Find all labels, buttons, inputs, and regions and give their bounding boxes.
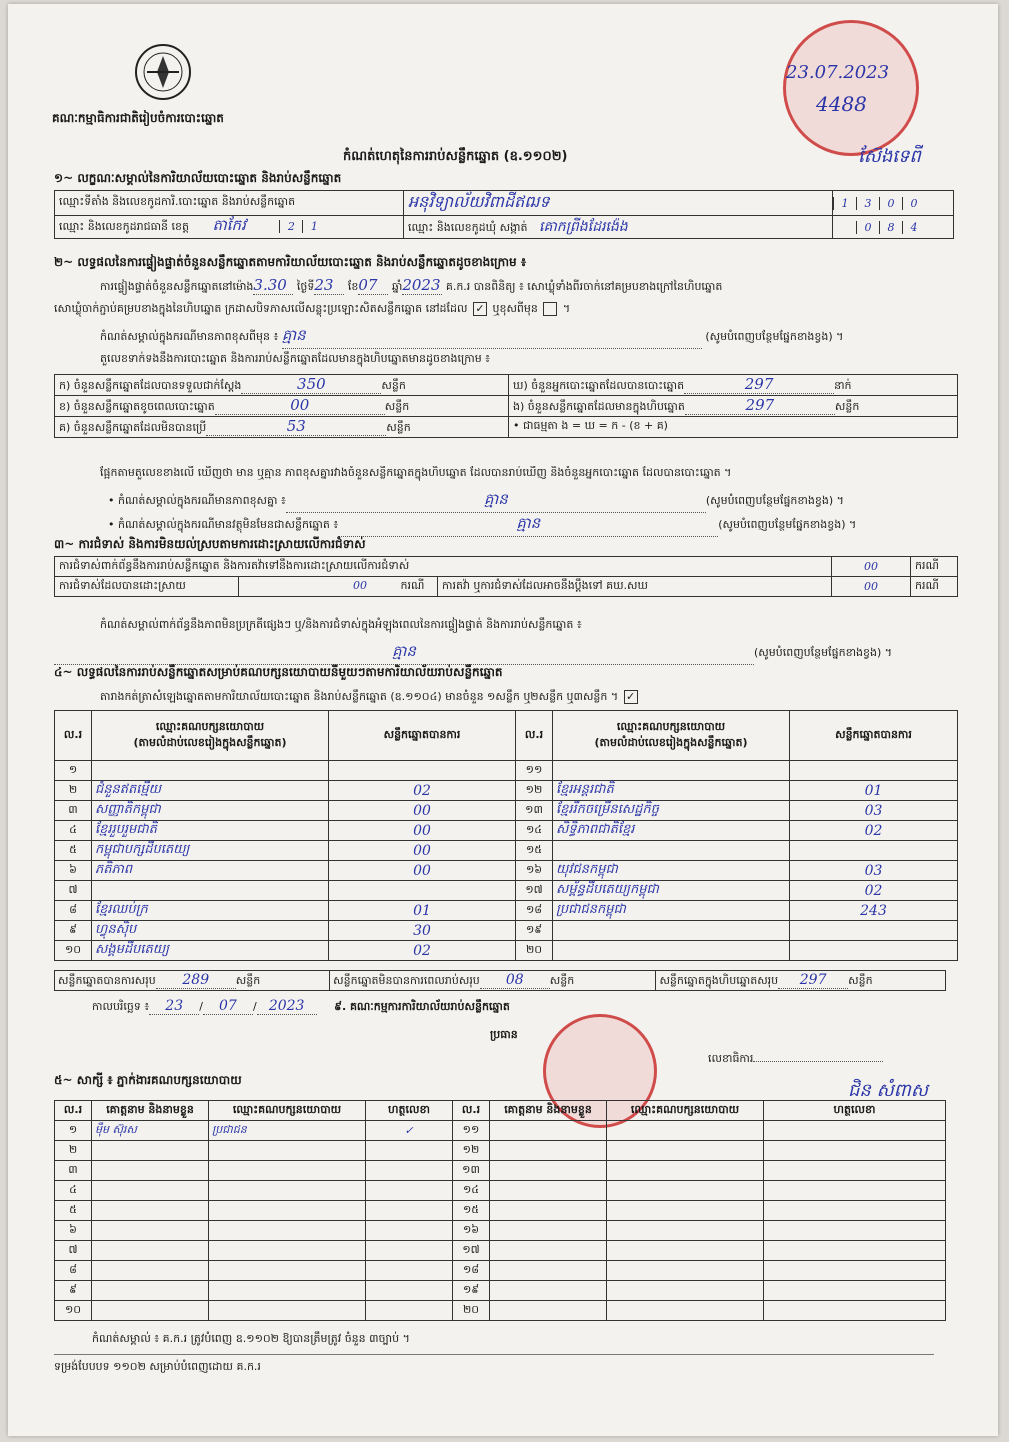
stamp-number: 4488 <box>816 92 867 116</box>
form-note: កំណត់សម្គាល់ ៖ គ.ក.រ ត្រូវបំពេញ ឧ.១១០២ ឱ្យបានត្រឹមត្រូវ ចំនួន ៣ច្បាប់ ។ <box>92 1332 410 1345</box>
witness-cell <box>764 1141 946 1161</box>
witness-cell <box>607 1221 764 1241</box>
verify-line-2: សោឃ្លុំចាក់ភ្ជាប់គម្របខាងក្នុងនៃហិបឆ្នោត ក្រដាសបិទភាសលើសន្លុះប្រឡោះសិតសន្លឹកឆ្នោត នៅដដែល ✓ ឬខុសពីមុន ។ <box>54 302 571 315</box>
party-cell: 03 <box>790 801 958 821</box>
party-cell: ៥ <box>55 841 92 861</box>
party-cell: ១ <box>55 761 92 781</box>
party-cell: ១៨ <box>516 901 553 921</box>
witness-cell <box>764 1261 946 1281</box>
witness-cell: ១១ <box>453 1121 490 1141</box>
witness-cell <box>366 1281 453 1301</box>
form-title: កំណត់ហេតុនៃការរាប់សន្លឹកឆ្នោត (ឧ.១១០២) <box>343 149 568 164</box>
party-row <box>55 881 958 901</box>
witness-cell <box>607 1301 764 1321</box>
witness-cell <box>92 1281 209 1301</box>
ballot-numbers-table: ក) ចំនួនសន្លឹកឆ្នោតដែលបានទទួលជាក់ស្តែង 350 សន្លឹក ឃ) ចំនួនអ្នកបោះឆ្នោតដែលបានបោះឆ្នោត 297 នាក់ ខ) ចំនួនសន្លឹកឆ្នោតខូចពេលបោះឆ្នោត 00 សន្លឹក ង) ចំនួនសន្លឹកឆ្នោតដែលមានក្នុងហិបឆ្នោត 297 សន្លឹក គ) ចំនួនសន្លឹកឆ្នោតដែលមិនបានប្រើ 53 សន្លឹក • ជាធម្មតា ង = ឃ = ក - (ខ + គ) <box>54 374 958 438</box>
party-cell: ៦ <box>55 861 92 881</box>
section1-heading: ១~ លក្ខណៈសម្គាល់នៃការិយាល័យបោះឆ្នោត និងរាប់សន្លឹកឆ្នោត <box>54 171 342 185</box>
witness-cell <box>607 1121 764 1141</box>
official-stamp-top <box>783 20 919 156</box>
witness-cell <box>607 1281 764 1301</box>
in-box-label: ង) ចំនួនសន្លឹកឆ្នោតដែលមានក្នុងហិបឆ្នោត <box>513 400 685 413</box>
witness-cell <box>490 1261 607 1281</box>
witness-row <box>55 1141 946 1161</box>
object-note: • កំណត់សម្គាល់ក្នុងករណីមានវត្ថុមិនមែនជាសន្លឹកឆ្នោត ៖ គ្មាន (សូមបំពេញបន្ថែមផ្នែកខាងខ្វង) ។ <box>108 514 856 537</box>
party-cell: 02 <box>790 881 958 901</box>
witness-cell: ✓ <box>366 1121 453 1141</box>
witness-cell <box>366 1141 453 1161</box>
witness-cell <box>209 1141 366 1161</box>
party-row <box>55 941 958 961</box>
party-cell: 00 <box>329 801 516 821</box>
party-cell: 00 <box>329 841 516 861</box>
total-box-value: 297 <box>778 972 848 989</box>
witness-cell: ៦ <box>55 1221 92 1241</box>
witness-cell <box>490 1201 607 1221</box>
party-results-table: ល.រ ឈ្មោះគណបក្សនយោបាយ (តាមលំដាប់លេខរៀងក្នុងសន្លឹកឆ្នោត) សន្លឹកឆ្នោតបានការ ល.រ ឈ្មោះគណបក្សនយោបាយ (តាមលំដាប់លេខរៀងក្នុងសន្លឹកឆ្នោត) សន្លឹកឆ្នោតបានការ ១ ១១ ២ ជំនួនឥតម្មើយ 02 ១២ ខ្មែរអន្តរជាតិ 01 ៣ សញ្ញាតិកម្ពុជា 00 ១៣ ខ្មែររីកចម្រើនសេដ្ឋកិច្ច 03 ៤ ខ្មែររួបរួមជាតិ 00 ១៤ សិទ្ធិភាពជាតិខ្មែរ 02 ៥ កម្ពុជាបក្សដីបតេយ្យ 00 ១៥ ៦ ភតិភាព 00 ១៦ យុវជនកម្ពុជា 03 ៧ ១៧ សម្ព័ន្ធដីបតេយ្យកម្ពុជា 02 ៨ ខ្មែរឈប់ក្រ 01 ១៨ ប្រជាជនកម្ពុជា 243 ៩ ហ្វុនស៊ិប 30 ១៩ ១០ សង្គមដីបតេយ្យ 02 ២០ <box>54 710 958 961</box>
province-code-0: 2 <box>279 220 302 233</box>
appeal-label: ការតវ៉ា ឬការជំទាស់ដែលអាចនឹងប្តឹងទៅ គឃ.សឃ <box>438 577 832 597</box>
stamp-date: 23.07.2023 <box>786 62 890 83</box>
section3-heading: ៣~ ការជំទាស់ និងការមិនយល់ស្របតាមការដោះស្រាយលើការជំទាស់ <box>54 537 366 551</box>
witness-cell <box>490 1121 607 1141</box>
witness-row <box>55 1181 946 1201</box>
party-cell: កម្ពុជាបក្សដីបតេយ្យ <box>92 841 329 861</box>
witness-cell <box>209 1301 366 1321</box>
witness-cell <box>764 1181 946 1201</box>
party-cell: ជំនួនឥតម្មើយ <box>92 781 329 801</box>
witness-cell: ១៩ <box>453 1281 490 1301</box>
witness-cell: ១៨ <box>453 1261 490 1281</box>
resolved-label: ការជំទាស់ដែលបានដោះស្រាយ <box>55 577 239 597</box>
polling-station-code: 1 3 0 0 <box>833 191 954 216</box>
witness-cell <box>366 1201 453 1221</box>
same-checkbox[interactable]: ✓ <box>473 302 487 316</box>
witness-row <box>55 1281 946 1301</box>
witness-cell <box>607 1241 764 1261</box>
witness-cell <box>366 1161 453 1181</box>
verify-line-1: ការផ្ទៀងផ្ទាត់ចំនួនសន្លឹកឆ្នោតនៅម៉ោង3.30 ថ្ងៃទី23 ខែ07 ឆ្នាំ2023 គ.ក.រ បានពិនិត្យ ៖ សោឃ្លុំទាំងពីរចាក់នៅគម្របខាងក្រៅនៃហិបឆ្នោត <box>100 276 723 294</box>
party-cell: ខ្មែររួបរួមជាតិ <box>92 821 329 841</box>
objection-table: ការជំទាស់ពាក់ព័ន្ធនឹងការរាប់សន្លឹកឆ្នោត និងការតវ៉ាទៅនឹងការដោះស្រាយលើការជំទាស់ 00 ករណី ការជំទាស់ដែលបានដោះស្រាយ 00 ករណី ការតវ៉ា ឬការជំទាស់ដែលអាចនឹងប្តឹងទៅ គឃ.សឃ 00 ករណី <box>54 556 958 597</box>
change-note: កំណត់សម្គាល់ក្នុងករណីមានភាពខុសពីមុន ៖ គ្មាន (សូមបំពេញបន្ថែមផ្នែកខាងខ្វង) ។ <box>100 326 960 349</box>
polling-station-value: អនុវិទ្យាល័យវិពាដីឥឍទ <box>404 191 833 216</box>
party-cell: ភតិភាព <box>92 861 329 881</box>
org-name: គណៈកម្មាធិការជាតិរៀបចំការបោះឆ្នោត <box>52 111 224 125</box>
witness-cell <box>209 1201 366 1221</box>
secretary-name: ជិន សំពាស <box>848 1080 928 1101</box>
party-cell: ១០ <box>55 941 92 961</box>
spoiled-value: 00 <box>215 396 385 415</box>
total-invalid-value: 08 <box>480 972 550 989</box>
witness-cell <box>607 1161 764 1181</box>
section5-heading: ៥~ សាក្សី ៖ ភ្នាក់ងារគណបក្សនយោបាយ <box>54 1073 242 1087</box>
section4-intro: តារាងកត់ត្រាសំឡេងឆ្នោតតាមការិយាល័យបោះឆ្នោត និងរាប់សន្លឹកឆ្នោត (ឧ.១១០៤) មានចំនួន ១សន្លឹក ឬ២សន្លឹក ឬ៣សន្លឹក ។ ✓ <box>100 690 640 706</box>
party-row <box>55 761 958 781</box>
party-cell: 02 <box>329 781 516 801</box>
irregularity-note-label: កំណត់សម្គាល់ពាក់ព័ន្ធនឹងភាពមិនប្រក្រតីផ្សេងៗ ឬ/និងការជំទាស់ក្នុងអំឡុងពេលនៃការផ្ទៀងផ្ទាត់ និងការរាប់សន្លឹកឆ្នោត ៖ <box>100 618 582 631</box>
witness-cell <box>92 1261 209 1281</box>
party-cell: ១៧ <box>516 881 553 901</box>
form-sheet <box>8 4 998 1436</box>
party-cell: ៩ <box>55 921 92 941</box>
party-row <box>55 781 958 801</box>
party-row <box>55 821 958 841</box>
witness-cell: ម៉ឹម ស៊ុរស <box>92 1121 209 1141</box>
party-cell: 00 <box>329 821 516 841</box>
party-cell: 02 <box>329 941 516 961</box>
witness-cell: ១៦ <box>453 1221 490 1241</box>
objection-value: 00 <box>832 557 911 577</box>
emblem-icon <box>133 42 193 102</box>
party-cell: ៧ <box>55 881 92 901</box>
party-cell: សិទ្ធិភាពជាតិខ្មែរ <box>553 821 790 841</box>
witness-cell <box>490 1181 607 1201</box>
witness-row <box>55 1121 946 1141</box>
party-cell: 00 <box>329 861 516 881</box>
witness-cell <box>92 1181 209 1201</box>
party-cell: ៣ <box>55 801 92 821</box>
witness-cell: ១៤ <box>453 1181 490 1201</box>
party-row <box>55 921 958 941</box>
witness-cell: ២០ <box>453 1301 490 1321</box>
witness-cell: ២ <box>55 1141 92 1161</box>
resolved-value: 00 <box>353 578 367 592</box>
party-cell <box>92 881 329 901</box>
witness-row <box>55 1261 946 1281</box>
commune-label: ឈ្មោះ និងលេខកូដឃុំ សង្កាត់ <box>408 220 528 234</box>
witness-cell: ៩ <box>55 1281 92 1301</box>
witness-cell: ៨ <box>55 1261 92 1281</box>
party-cell <box>329 881 516 901</box>
party-cell: ខ្មែរឈប់ក្រ <box>92 901 329 921</box>
unused-label: គ) ចំនួនសន្លឹកឆ្នោតដែលមិនបានប្រើ <box>59 421 207 434</box>
witness-cell <box>607 1201 764 1221</box>
difference-line: ផ្អែកតាមតួលេខខាងលើ ឃើញថា មាន ឬគ្មាន ភាពខុសគ្នារវាងចំនួនសន្លឹកឆ្នោតក្នុងហិបឆ្នោត ដែលបានរាប់ឃើញ និងចំនួនអ្នកបោះឆ្នោត ដែលបានបោះឆ្នោត ។ <box>100 466 732 479</box>
witness-cell <box>607 1261 764 1281</box>
voters-value: 297 <box>684 375 834 394</box>
party-cell <box>553 761 790 781</box>
in-box-value: 297 <box>685 396 835 415</box>
party-cell: 02 <box>790 821 958 841</box>
witness-cell <box>92 1241 209 1261</box>
spoiled-label: ខ) ចំនួនសន្លឹកឆ្នោតខូចពេលបោះឆ្នោត <box>59 400 215 413</box>
witness-cell <box>366 1261 453 1281</box>
witness-cell <box>490 1301 607 1321</box>
witness-cell: ៣ <box>55 1161 92 1181</box>
stamp-signature: ស៊ែងទេពី <box>858 146 921 167</box>
witness-cell: ១០ <box>55 1301 92 1321</box>
total-valid-value: 289 <box>156 972 236 989</box>
party-cell: ១៩ <box>516 921 553 941</box>
party-cell: ខ្មែររីកចម្រើនសេដ្ឋកិច្ច <box>553 801 790 821</box>
difference-note: • កំណត់សម្គាល់ក្នុងករណីមានភាពខុសគ្នា ៖ គ្មាន (សូមបំពេញបន្ថែមផ្នែកខាងខ្វង) ។ <box>108 490 844 513</box>
witness-cell <box>490 1281 607 1301</box>
party-cell: ហ្វុនស៊ិប <box>92 921 329 941</box>
witness-cell <box>764 1161 946 1181</box>
witness-cell <box>764 1281 946 1301</box>
witness-cell <box>764 1201 946 1221</box>
witness-cell <box>490 1161 607 1181</box>
party-cell <box>790 941 958 961</box>
party-cell: សម្ព័ន្ធដីបតេយ្យកម្ពុជា <box>553 881 790 901</box>
witness-row <box>55 1301 946 1321</box>
section4-heading: ៤~ លទ្ធផលនៃការរាប់សន្លឹកឆ្នោតសម្រាប់គណបក្សនយោបាយនីមួយៗតាមការិយាល័យរាប់សន្លឹកឆ្នោត <box>54 665 503 679</box>
witness-cell <box>607 1181 764 1201</box>
witness-cell: ៧ <box>55 1241 92 1261</box>
party-cell: ១២ <box>516 781 553 801</box>
witness-cell <box>209 1161 366 1181</box>
witness-cell: ១ <box>55 1121 92 1141</box>
party-cell: ៨ <box>55 901 92 921</box>
received-label: ក) ចំនួនសន្លឹកឆ្នោតដែលបានទទួលជាក់ស្តែង <box>59 379 242 392</box>
witness-row <box>55 1161 946 1181</box>
witness-cell <box>92 1301 209 1321</box>
totals-table: សន្លឹកឆ្នោតបានការសរុប 289 សន្លឹក សន្លឹកឆ្នោតមិនបានការពេលរាប់សរុប 08 សន្លឹក សន្លឹកឆ្នោតក្នុងហិបឆ្នោតសរុប 297 សន្លឹក <box>54 970 946 991</box>
party-cell: ២ <box>55 781 92 801</box>
different-checkbox[interactable] <box>543 302 557 316</box>
witness-cell <box>209 1221 366 1241</box>
numbers-intro: តួលេខទាក់ទងនឹងការបោះឆ្នោត និងការរាប់សន្លឹកឆ្នោតដែលមានក្នុងហិបឆ្នោតមានដូចខាងក្រោម ៖ <box>100 352 491 365</box>
witness-cell <box>607 1141 764 1161</box>
witness-cell <box>490 1241 607 1261</box>
party-cell <box>329 761 516 781</box>
province-code-1: 1 <box>302 220 325 233</box>
witness-cell <box>490 1141 607 1161</box>
witness-cell <box>366 1221 453 1241</box>
party-cell: សង្គមដីបតេយ្យ <box>92 941 329 961</box>
witness-cell <box>209 1181 366 1201</box>
party-cell <box>790 921 958 941</box>
witness-cell: ១៣ <box>453 1161 490 1181</box>
party-cell: ១៣ <box>516 801 553 821</box>
party-cell <box>790 761 958 781</box>
section1-table <box>54 190 954 239</box>
witness-cell <box>764 1241 946 1261</box>
witness-cell <box>366 1241 453 1261</box>
province-value: តាកែវ <box>212 216 246 234</box>
witness-cell: ៤ <box>55 1181 92 1201</box>
appeal-value: 00 <box>832 577 911 597</box>
witness-table: ល.រ គោត្តនាម និងនាមខ្លួន ឈ្មោះគណបក្សនយោបាយ ហត្ថលេខា ល.រ គោត្តនាម និងនាមខ្លួន ឈ្មោះគណបក្សនយោបាយ ហត្ថលេខា ១ ម៉ឹម ស៊ុរស ប្រជាជន ✓ ១១ ២ ១២ ៣ ១៣ ៤ ១៤ ៥ ១៥ ៦ ១៦ ៧ ១៧ ៨ ១៨ ៩ ១៩ ១០ ២០ <box>54 1100 946 1321</box>
commune-code: 0 8 4 <box>833 216 954 239</box>
party-cell: ១៥ <box>516 841 553 861</box>
form-footer: ទម្រង់បែបបទ ១១០២ សម្រាប់បំពេញដោយ គ.ក.រ <box>54 1360 261 1373</box>
witness-cell <box>92 1161 209 1181</box>
witness-cell <box>92 1201 209 1221</box>
party-cell: ខ្មែរអន្តរជាតិ <box>553 781 790 801</box>
witness-cell <box>366 1181 453 1201</box>
party-cell: 30 <box>329 921 516 941</box>
party-cell: 01 <box>329 901 516 921</box>
party-row <box>55 861 958 881</box>
party-cell <box>553 941 790 961</box>
witness-cell <box>764 1221 946 1241</box>
witness-cell <box>366 1301 453 1321</box>
witness-cell: ៥ <box>55 1201 92 1221</box>
chief-label: ប្រធាន <box>490 1028 518 1041</box>
party-cell: សញ្ញាតិកម្ពុជា <box>92 801 329 821</box>
party-cell <box>553 921 790 941</box>
witness-row <box>55 1201 946 1221</box>
party-cell: ១៦ <box>516 861 553 881</box>
objection-label: ការជំទាស់ពាក់ព័ន្ធនឹងការរាប់សន្លឹកឆ្នោត និងការតវ៉ាទៅនឹងការដោះស្រាយលើការជំទាស់ <box>55 557 832 577</box>
voters-label: ឃ) ចំនួនអ្នកបោះឆ្នោតដែលបានបោះឆ្នោត <box>513 379 685 392</box>
party-cell <box>553 841 790 861</box>
witness-cell <box>92 1141 209 1161</box>
party-cell: ១១ <box>516 761 553 781</box>
witness-row <box>55 1241 946 1261</box>
witness-cell: ១៧ <box>453 1241 490 1261</box>
party-row <box>55 841 958 861</box>
party-cell: ២០ <box>516 941 553 961</box>
party-row <box>55 901 958 921</box>
party-cell: 03 <box>790 861 958 881</box>
secretary-label: លេខាធិការ <box>708 1052 883 1068</box>
irregularity-note: គ្មាន (សូមបំពេញបន្ថែមផ្នែកខាងខ្វង) ។ <box>54 642 892 665</box>
witness-cell: ១៥ <box>453 1201 490 1221</box>
party-cell: 243 <box>790 901 958 921</box>
formula: • ជាធម្មតា ង = ឃ = ក - (ខ + គ) <box>509 417 958 438</box>
party-cell: ៤ <box>55 821 92 841</box>
witness-cell <box>764 1121 946 1141</box>
witness-cell <box>209 1261 366 1281</box>
sign-date: កាលបរិច្ឆេទ ៖ 23 / 07 / 2023 ៩. គណៈកម្មការការិយាល័យរាប់សន្លឹកឆ្នោត <box>92 998 510 1014</box>
witness-cell <box>490 1221 607 1241</box>
party-cell <box>790 841 958 861</box>
witness-cell <box>209 1281 366 1301</box>
party-cell: ១៤ <box>516 821 553 841</box>
province-label: ឈ្មោះ និងលេខកូដរាជធានី ខេត្ត <box>59 220 189 233</box>
polling-station-label: ឈ្មោះទីតាំង និងលេខកូដការិ.បោះឆ្នោត និងរាប់សន្លឹកឆ្នោត <box>55 191 404 216</box>
witness-cell <box>764 1301 946 1321</box>
witness-cell <box>209 1241 366 1261</box>
witness-row <box>55 1221 946 1241</box>
section2-heading: ២~ លទ្ធផលនៃការផ្ទៀងផ្ទាត់ចំនួនសន្លឹកឆ្នោតតាមការិយាល័យបោះឆ្នោត និងរាប់សន្លឹកឆ្នោតដូចខាងក្រោម ៖ <box>54 255 527 269</box>
witness-cell: ប្រជាជន <box>209 1121 366 1141</box>
received-value: 350 <box>241 375 381 394</box>
party-cell <box>92 761 329 781</box>
unused-value: 53 <box>206 417 386 436</box>
witness-cell: ១២ <box>453 1141 490 1161</box>
party-cell: យុវជនកម្ពុជា <box>553 861 790 881</box>
sheet-count-3-checkbox[interactable]: ✓ <box>624 690 638 704</box>
commune-value: គោកព្រីងដែរង៉េង <box>539 218 628 235</box>
party-cell: ប្រជាជនកម្ពុជា <box>553 901 790 921</box>
witness-cell <box>92 1221 209 1241</box>
party-row <box>55 801 958 821</box>
party-cell: 01 <box>790 781 958 801</box>
